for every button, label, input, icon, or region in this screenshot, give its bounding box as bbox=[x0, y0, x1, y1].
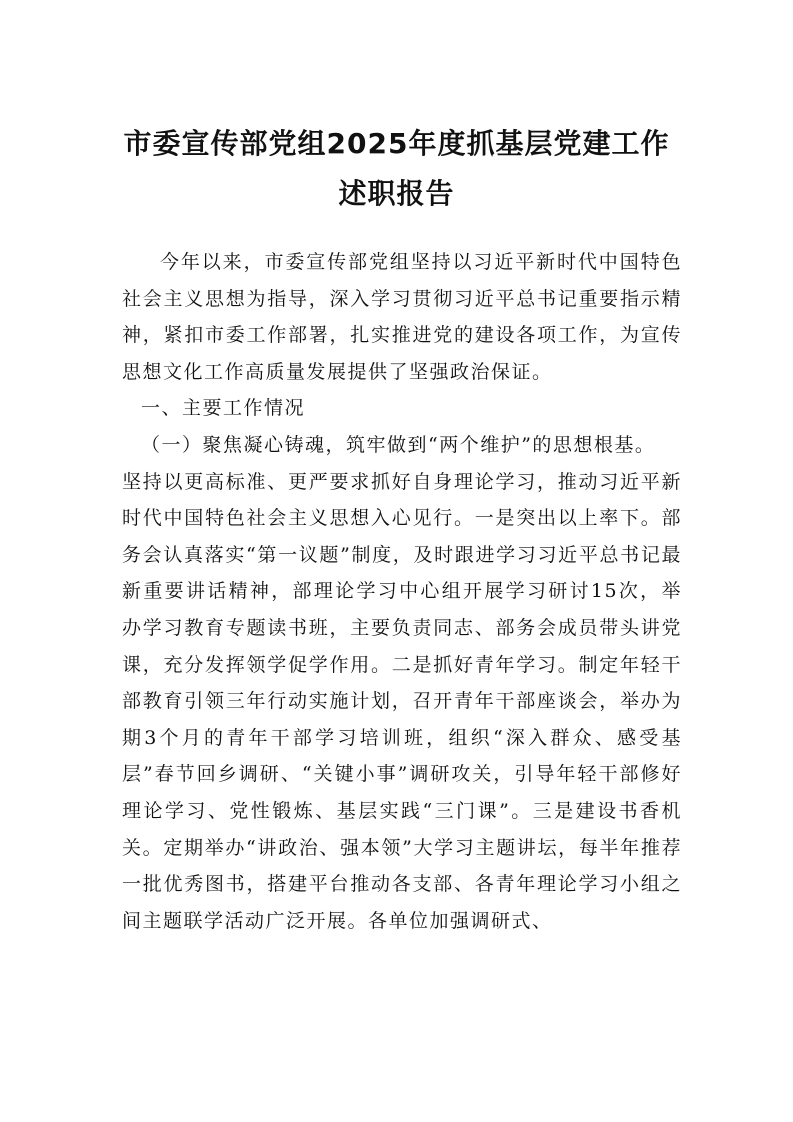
document-body bbox=[122, 244, 682, 939]
document-title-line-1: 市委宣传部党组2025年度抓基层党建工作 bbox=[123, 127, 670, 160]
document-title-line-2: 述职报告 bbox=[338, 177, 455, 210]
subsection-heading-1: （一）聚焦凝心铸魂，筑牢做到“两个维护”的思想根基。 bbox=[141, 433, 656, 456]
intro-paragraph: 今年以来，市委宣传部党组坚持以习近平新时代中国特色社会主义思想为指导，深入学习贯彻习近平总书记重要指示精神，紧扣市委工作部署，扎实推进党的建设各项工作，为宣传思想文化工作高质量发展提供了坚强政治保证。 bbox=[122, 251, 682, 383]
subsection-1-body: 坚持以更高标准、更严要求抓好自身理论学习，推动习近平新时代中国特色社会主义思想入心见行。一是突出以上率下。部务会认真落实“第一议题”制度，及时跟进学习习近平总书记最新重要讲话精神，部理论学习中心组开展学习研讨15次，举办学习教育专题读书班，主要负责同志、部务会成员带头讲党课，充分发挥领学促学作用。二是抓好青年学习。制定年轻干部教育引领三年行动实施计划，召开青年干部座谈会，举办为期3个月的青年干部学习培训班，组织“深入群众、感受基层”春节回乡调研、“关键小事”调研攻关，引导年轻干部修好理论学习、党性锻炼、基层实践“三门课”。三是建设书香机关。定期举办“讲政治、强本领”大学习主题讲坛，每半年推荐一批优秀图书，搭建平台推动各支部、各青年理论学习小组之间主题联学活动广泛开展。各单位加强调研式、 bbox=[122, 470, 682, 932]
section-heading-main-work: 一、主要工作情况 bbox=[141, 397, 306, 420]
